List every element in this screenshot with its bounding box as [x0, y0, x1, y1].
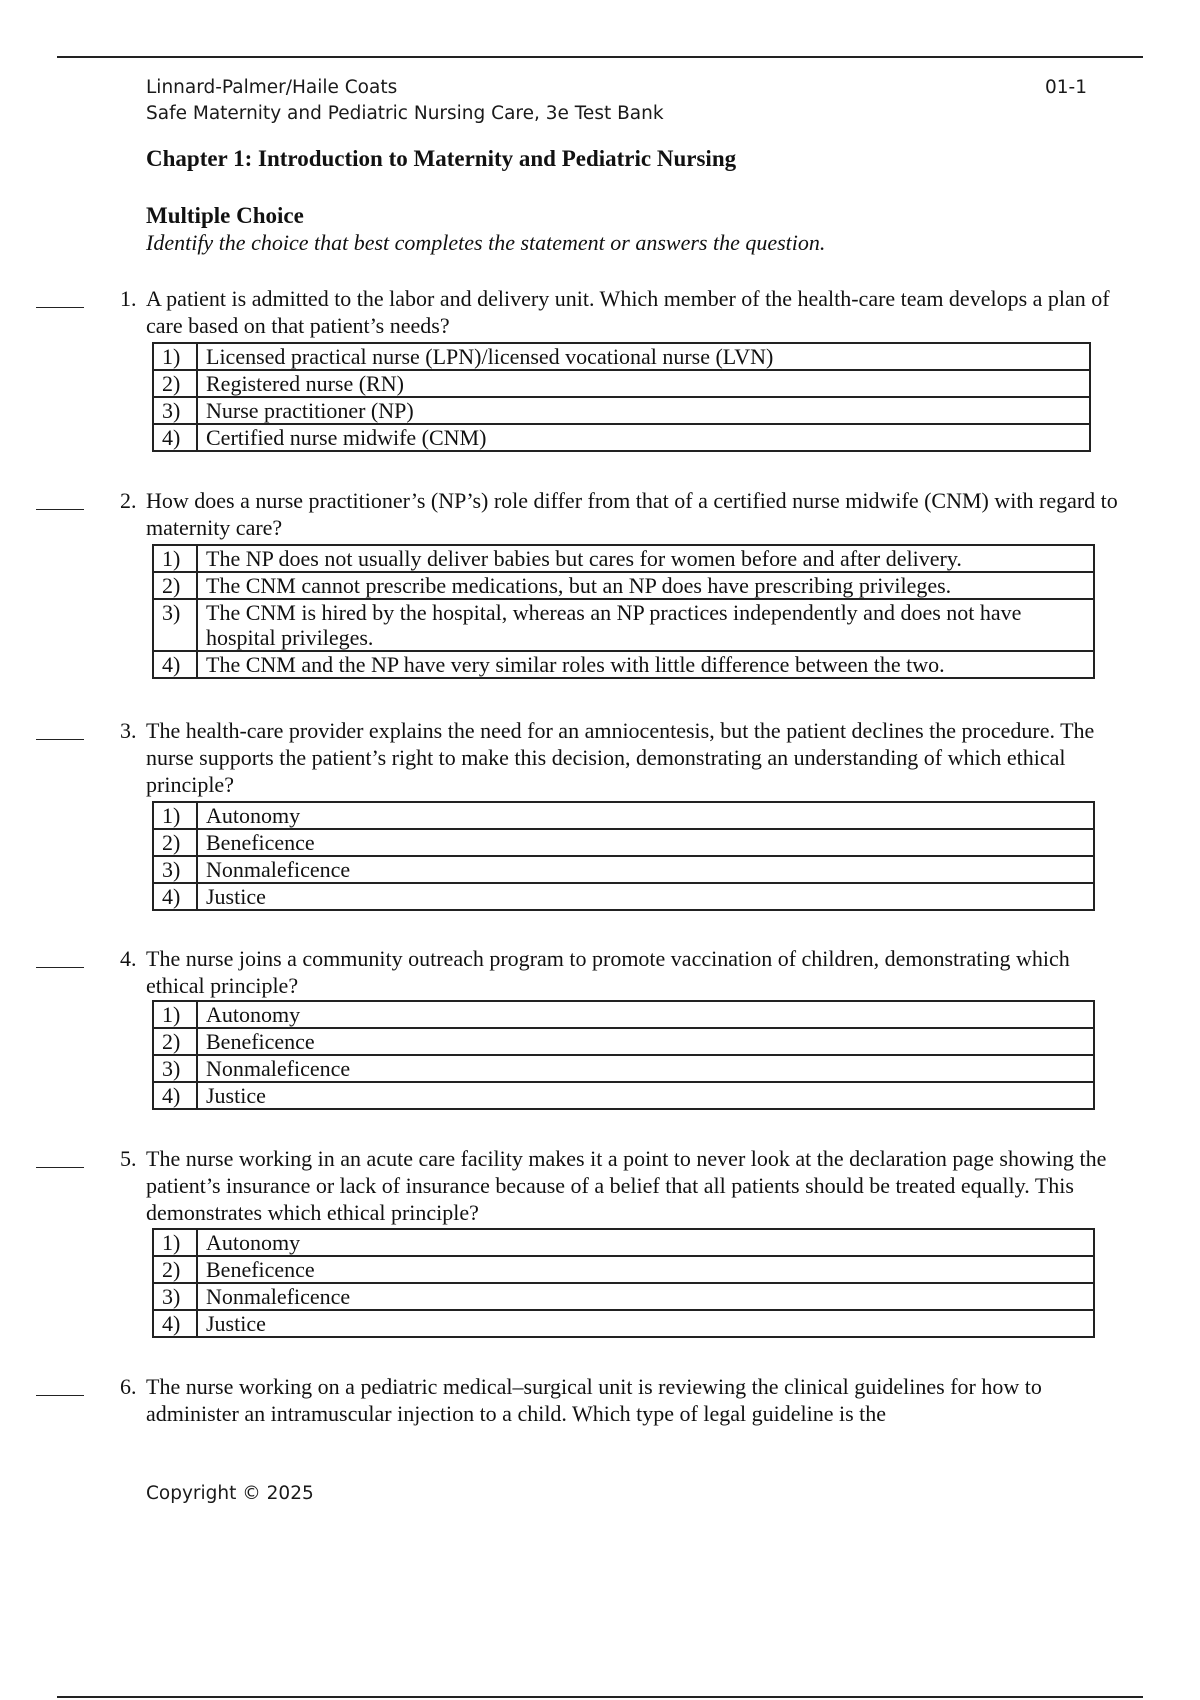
bottom-rule [57, 1696, 1143, 1698]
answer-blank[interactable] [36, 967, 84, 968]
option-text: The CNM and the NP have very similar roles with little difference between the two. [197, 651, 1094, 678]
option-text: Justice [197, 1082, 1094, 1109]
option-row[interactable] [153, 856, 1094, 883]
option-row[interactable] [153, 599, 1094, 651]
option-text: Autonomy [197, 1229, 1094, 1256]
option-number: 4) [153, 424, 197, 451]
copyright-footer: Copyright © 2025 [146, 1483, 314, 1504]
option-text: Autonomy [197, 802, 1094, 829]
option-number: 1) [153, 802, 197, 829]
question-number: 6. [120, 1374, 137, 1399]
option-number: 4) [153, 651, 197, 678]
option-row[interactable] [153, 370, 1090, 397]
option-number: 2) [153, 1028, 197, 1055]
option-number: 1) [153, 545, 197, 572]
option-row[interactable] [153, 651, 1094, 678]
options-table [152, 801, 1095, 911]
answer-blank[interactable] [36, 307, 84, 308]
option-number: 3) [153, 397, 197, 424]
option-text: Registered nurse (RN) [197, 370, 1090, 397]
option-row[interactable] [153, 829, 1094, 856]
option-row[interactable] [153, 424, 1090, 451]
option-number: 1) [153, 1001, 197, 1028]
top-rule [57, 56, 1143, 58]
answer-blank[interactable] [36, 739, 84, 740]
option-number: 1) [153, 1229, 197, 1256]
option-text: The CNM is hired by the hospital, whereas an NP practices independently and does not have hospital privileges. [197, 599, 1094, 651]
question-text: The nurse working in an acute care facility makes it a point to never look at the declaration page showing the patient’s insurance or lack of insurance because of a belief that all patients should be treated equally. This demonstrates which ethical principle? [146, 1146, 1107, 1225]
option-row[interactable] [153, 1055, 1094, 1082]
question-text: The health-care provider explains the need for an amniocentesis, but the patient declines the procedure. The nurse supports the patient’s right to make this decision, demonstrating an understanding of which ethical principle? [146, 718, 1095, 797]
option-text: Autonomy [197, 1001, 1094, 1028]
option-number: 3) [153, 856, 197, 883]
option-row[interactable] [153, 1028, 1094, 1055]
option-number: 2) [153, 572, 197, 599]
question-number: 5. [120, 1146, 137, 1171]
option-row[interactable] [153, 343, 1090, 370]
option-text: Beneficence [197, 1256, 1094, 1283]
option-text: Beneficence [197, 1028, 1094, 1055]
option-row[interactable] [153, 802, 1094, 829]
options-table [152, 1000, 1095, 1110]
option-row[interactable] [153, 883, 1094, 910]
question-number: 4. [120, 946, 137, 971]
options-table [152, 1228, 1095, 1338]
option-text: Justice [197, 1310, 1094, 1337]
option-number: 2) [153, 1256, 197, 1283]
question-text: How does a nurse practitioner’s (NP’s) role differ from that of a certified nurse midwife (CNM) with regard to maternity care? [146, 488, 1118, 540]
question-text: The nurse joins a community outreach program to promote vaccination of children, demonstrating which ethical principle? [146, 946, 1070, 998]
question-text: The nurse working on a pediatric medical–surgical unit is reviewing the clinical guidelines for how to administer an intramuscular injection to a child. Which type of legal guideline is the [146, 1374, 1042, 1426]
option-text: Nurse practitioner (NP) [197, 397, 1090, 424]
option-text: Nonmaleficence [197, 1283, 1094, 1310]
option-row[interactable] [153, 1310, 1094, 1337]
option-row[interactable] [153, 1283, 1094, 1310]
header-authors: Linnard-Palmer/Haile Coats [146, 77, 398, 98]
option-row[interactable] [153, 1256, 1094, 1283]
option-row[interactable] [153, 1229, 1094, 1256]
option-number: 4) [153, 1310, 197, 1337]
option-row[interactable] [153, 1082, 1094, 1109]
option-row[interactable] [153, 397, 1090, 424]
option-text: Nonmaleficence [197, 1055, 1094, 1082]
option-text: The NP does not usually deliver babies but cares for women before and after delivery. [197, 545, 1094, 572]
section-title: Multiple Choice [146, 203, 304, 228]
option-number: 3) [153, 599, 197, 651]
option-row[interactable] [153, 545, 1094, 572]
instructions: Identify the choice that best completes the statement or answers the question. [146, 230, 826, 255]
option-number: 4) [153, 883, 197, 910]
chapter-title: Chapter 1: Introduction to Maternity and Pediatric Nursing [146, 146, 737, 171]
option-number: 2) [153, 370, 197, 397]
option-text: Justice [197, 883, 1094, 910]
question-text: A patient is admitted to the labor and delivery unit. Which member of the health-care team develops a plan of care based on that patient’s needs? [146, 286, 1110, 338]
question-number: 1. [120, 286, 137, 311]
options-table [152, 544, 1095, 679]
header-page-id: 01-1 [1045, 77, 1087, 98]
option-number: 3) [153, 1055, 197, 1082]
option-text: Beneficence [197, 829, 1094, 856]
answer-blank[interactable] [36, 509, 84, 510]
option-number: 4) [153, 1082, 197, 1109]
option-row[interactable] [153, 1001, 1094, 1028]
answer-blank[interactable] [36, 1395, 84, 1396]
option-text: Nonmaleficence [197, 856, 1094, 883]
option-text: Licensed practical nurse (LPN)/licensed vocational nurse (LVN) [197, 343, 1090, 370]
option-number: 3) [153, 1283, 197, 1310]
option-text: Certified nurse midwife (CNM) [197, 424, 1090, 451]
answer-blank[interactable] [36, 1167, 84, 1168]
option-row[interactable] [153, 572, 1094, 599]
option-text: The CNM cannot prescribe medications, but an NP does have prescribing privileges. [197, 572, 1094, 599]
question-number: 3. [120, 718, 137, 743]
header-book-title: Safe Maternity and Pediatric Nursing Care, 3e Test Bank [146, 103, 664, 124]
option-number: 2) [153, 829, 197, 856]
option-number: 1) [153, 343, 197, 370]
options-table [152, 342, 1091, 452]
question-number: 2. [120, 488, 137, 513]
